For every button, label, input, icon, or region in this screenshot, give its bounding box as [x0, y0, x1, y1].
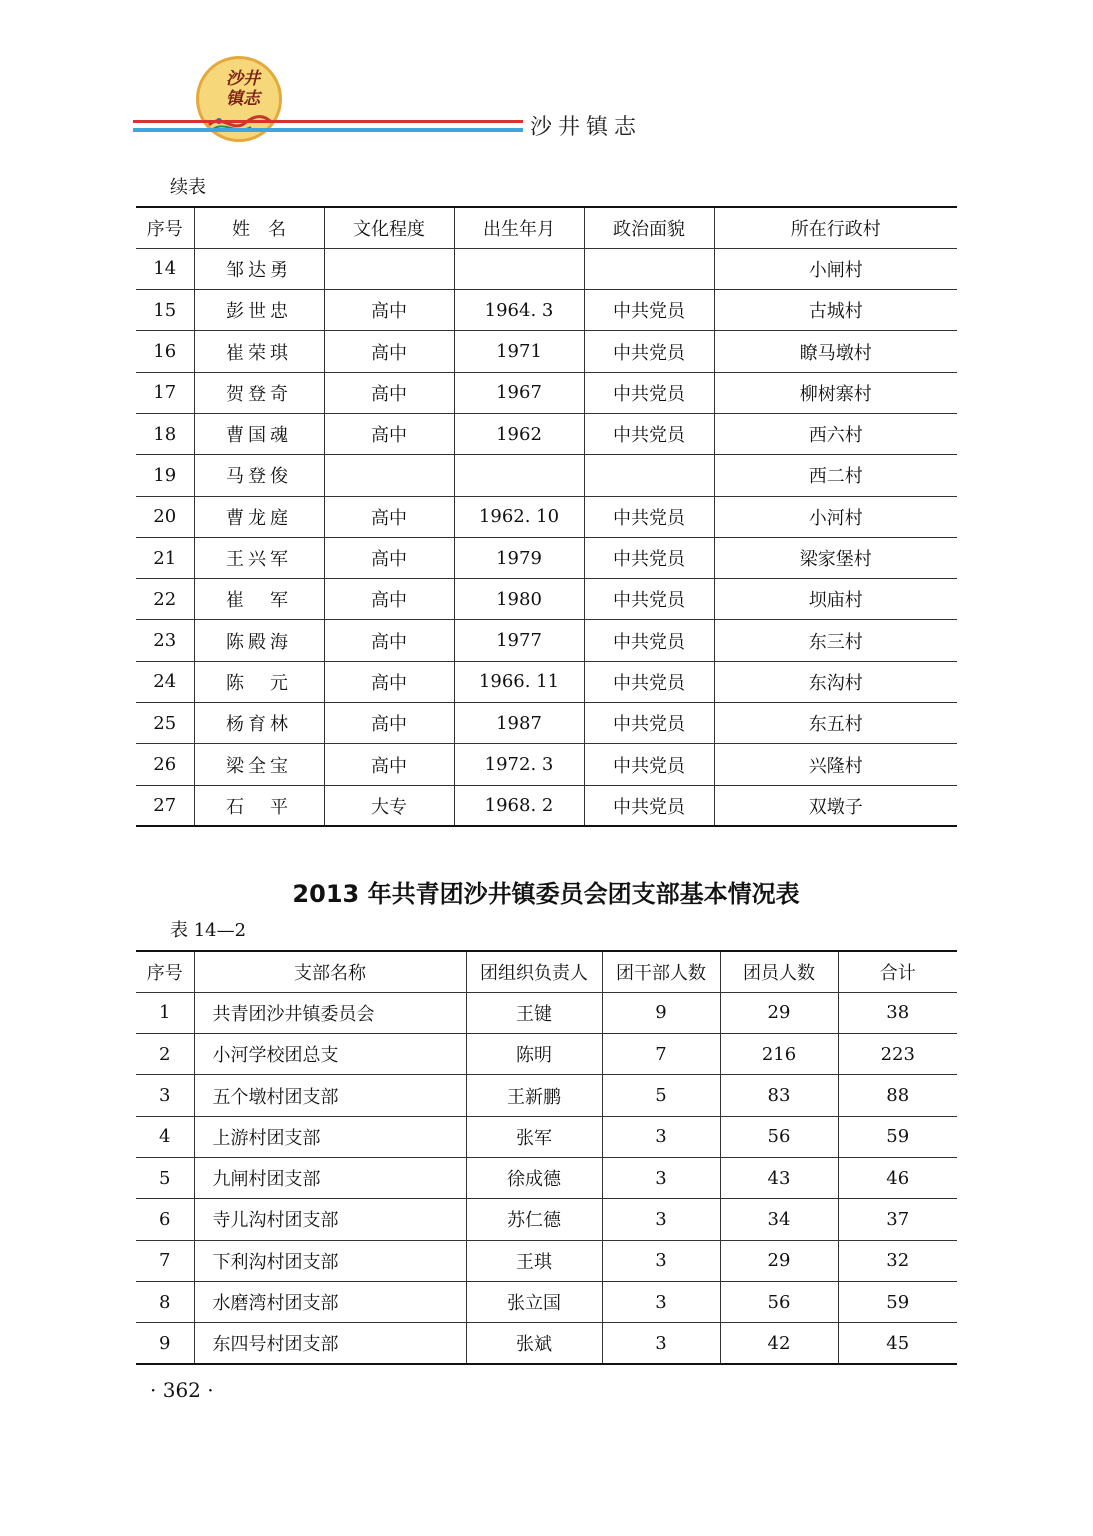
logo-text: 沙井 镇志 — [226, 69, 260, 109]
page-header — [0, 0, 1093, 150]
table-cell: 中共党员 — [584, 413, 714, 454]
members-table — [136, 206, 957, 827]
table-cell: 马登俊 — [194, 455, 324, 496]
table-cell: 18 — [136, 413, 194, 454]
table-cell: 曹龙庭 — [194, 496, 324, 537]
table-cell: 上游村团支部 — [194, 1116, 466, 1157]
table-cell: 1962 — [454, 413, 584, 454]
table-cell: 21 — [136, 537, 194, 578]
table-cell: 中共党员 — [584, 703, 714, 744]
table-cell: 梁家堡村 — [714, 537, 957, 578]
table-cell: 高中 — [324, 413, 454, 454]
table-row — [136, 579, 957, 620]
table-cell: 高中 — [324, 537, 454, 578]
branches-table-body — [136, 992, 957, 1364]
table-cell: 1979 — [454, 537, 584, 578]
table-cell: 223 — [838, 1034, 957, 1075]
table-cell: 1964. 3 — [454, 290, 584, 331]
table-cell: 1 — [136, 992, 194, 1033]
table-cell: 3 — [602, 1281, 720, 1322]
table-cell: 张军 — [466, 1116, 602, 1157]
members-table-body — [136, 248, 957, 826]
table-row — [136, 248, 957, 289]
col-header: 所在行政村 — [714, 207, 957, 248]
table-cell: 高中 — [324, 661, 454, 702]
table-cell: 王琪 — [466, 1240, 602, 1281]
table-cell: 张立国 — [466, 1281, 602, 1322]
table-cell: 1987 — [454, 703, 584, 744]
col-header: 政治面貌 — [584, 207, 714, 248]
table-cell: 大专 — [324, 785, 454, 826]
table-cell: 3 — [602, 1240, 720, 1281]
table-cell: 56 — [720, 1281, 838, 1322]
table-cell: 32 — [838, 1240, 957, 1281]
col-header: 团干部人数 — [602, 951, 720, 992]
table-row — [136, 455, 957, 496]
table-row — [136, 537, 957, 578]
table-cell: 29 — [720, 992, 838, 1033]
table-cell: 双墩子 — [714, 785, 957, 826]
table-cell: 42 — [720, 1323, 838, 1364]
table-cell: 43 — [720, 1157, 838, 1198]
table-cell: 3 — [602, 1323, 720, 1364]
table-cell: 3 — [602, 1116, 720, 1157]
table-cell: 曹国魂 — [194, 413, 324, 454]
table-cell: 中共党员 — [584, 620, 714, 661]
table-cell: 高中 — [324, 331, 454, 372]
table-cell: 陈 元 — [194, 661, 324, 702]
table-cell: 西六村 — [714, 413, 957, 454]
table-cell: 兴隆村 — [714, 744, 957, 785]
table-cell: 崔 军 — [194, 579, 324, 620]
table-row — [136, 331, 957, 372]
table-cell: 5 — [602, 1075, 720, 1116]
table-cell: 张斌 — [466, 1323, 602, 1364]
table-cell: 高中 — [324, 372, 454, 413]
table-cell: 高中 — [324, 579, 454, 620]
table-cell: 中共党员 — [584, 661, 714, 702]
table-cell: 王新鹏 — [466, 1075, 602, 1116]
table-cell: 高中 — [324, 290, 454, 331]
col-header: 团组织负责人 — [466, 951, 602, 992]
table-cell: 38 — [838, 992, 957, 1033]
table-cell: 高中 — [324, 620, 454, 661]
table-cell: 中共党员 — [584, 496, 714, 537]
col-header: 文化程度 — [324, 207, 454, 248]
table-cell: 高中 — [324, 703, 454, 744]
table-cell: 26 — [136, 744, 194, 785]
table-cell: 石 平 — [194, 785, 324, 826]
table-cell: 7 — [136, 1240, 194, 1281]
table-cell: 西二村 — [714, 455, 957, 496]
table-cell: 34 — [720, 1199, 838, 1240]
col-header: 序号 — [136, 951, 194, 992]
table-cell: 37 — [838, 1199, 957, 1240]
col-header: 支部名称 — [194, 951, 466, 992]
table-row — [136, 372, 957, 413]
table-cell: 王键 — [466, 992, 602, 1033]
book-title: 沙井镇志 — [530, 115, 643, 140]
table-cell: 坝庙村 — [714, 579, 957, 620]
table-cell — [324, 455, 454, 496]
table-cell: 瞭马墩村 — [714, 331, 957, 372]
table-cell: 29 — [720, 1240, 838, 1281]
table-cell: 216 — [720, 1034, 838, 1075]
table-cell: 东沟村 — [714, 661, 957, 702]
table-cell: 17 — [136, 372, 194, 413]
table-cell: 1971 — [454, 331, 584, 372]
table-cell: 水磨湾村团支部 — [194, 1281, 466, 1322]
table-row — [136, 785, 957, 826]
table-cell: 共青团沙井镇委员会 — [194, 992, 466, 1033]
page-number: · 362 · — [150, 1378, 214, 1402]
table-header-row — [136, 951, 957, 992]
table-cell: 23 — [136, 620, 194, 661]
table-cell: 高中 — [324, 744, 454, 785]
table-cell: 24 — [136, 661, 194, 702]
table-cell: 东五村 — [714, 703, 957, 744]
table-cell: 寺儿沟村团支部 — [194, 1199, 466, 1240]
table-row — [136, 413, 957, 454]
table-cell: 56 — [720, 1116, 838, 1157]
table-cell: 柳树寨村 — [714, 372, 957, 413]
table-cell: 1962. 10 — [454, 496, 584, 537]
table-cell: 中共党员 — [584, 372, 714, 413]
table-cell: 1980 — [454, 579, 584, 620]
table-cell: 中共党员 — [584, 579, 714, 620]
table-cell — [324, 248, 454, 289]
table-cell: 陈殿海 — [194, 620, 324, 661]
table-cell: 22 — [136, 579, 194, 620]
table-cell — [454, 248, 584, 289]
section-title: 2013 年共青团沙井镇委员会团支部基本情况表 — [292, 880, 800, 908]
table-cell: 59 — [838, 1281, 957, 1322]
table-cell: 梁全宝 — [194, 744, 324, 785]
table-cell: 25 — [136, 703, 194, 744]
table-row — [136, 1034, 957, 1075]
table-cell: 2 — [136, 1034, 194, 1075]
table-cell: 5 — [136, 1157, 194, 1198]
table-cell: 20 — [136, 496, 194, 537]
table-row — [136, 1199, 957, 1240]
table-cell: 1966. 11 — [454, 661, 584, 702]
table-cell: 1972. 3 — [454, 744, 584, 785]
header-rule-red — [133, 120, 523, 123]
table-cell: 1968. 2 — [454, 785, 584, 826]
table-cell: 1977 — [454, 620, 584, 661]
table-cell: 15 — [136, 290, 194, 331]
table-cell: 高中 — [324, 496, 454, 537]
table-cell: 九闸村团支部 — [194, 1157, 466, 1198]
table-cell — [584, 248, 714, 289]
table-cell: 83 — [720, 1075, 838, 1116]
table-row — [136, 1281, 957, 1322]
table-cell: 3 — [602, 1157, 720, 1198]
table-row — [136, 661, 957, 702]
table-cell: 邹达勇 — [194, 248, 324, 289]
table-cell: 小河学校团总支 — [194, 1034, 466, 1075]
table-cell: 中共党员 — [584, 331, 714, 372]
branches-table — [136, 950, 957, 1365]
table-cell: 小河村 — [714, 496, 957, 537]
table-cell: 贺登奇 — [194, 372, 324, 413]
table-cell: 9 — [136, 1323, 194, 1364]
table-cell: 19 — [136, 455, 194, 496]
table-cell: 王兴军 — [194, 537, 324, 578]
table-row — [136, 744, 957, 785]
table-cell: 杨育林 — [194, 703, 324, 744]
col-header: 出生年月 — [454, 207, 584, 248]
table-cell: 3 — [602, 1199, 720, 1240]
table-cell: 8 — [136, 1281, 194, 1322]
col-header: 序号 — [136, 207, 194, 248]
table-cell: 东四号村团支部 — [194, 1323, 466, 1364]
table-cell: 下利沟村团支部 — [194, 1240, 466, 1281]
table-row — [136, 1116, 957, 1157]
table-cell: 1967 — [454, 372, 584, 413]
table-cell: 9 — [602, 992, 720, 1033]
table-cell: 6 — [136, 1199, 194, 1240]
table-cell: 4 — [136, 1116, 194, 1157]
table-cell: 东三村 — [714, 620, 957, 661]
table-row — [136, 620, 957, 661]
col-header: 姓 名 — [194, 207, 324, 248]
col-header: 团员人数 — [720, 951, 838, 992]
table-cell: 徐成德 — [466, 1157, 602, 1198]
table-cell: 59 — [838, 1116, 957, 1157]
table-row — [136, 496, 957, 537]
table-row — [136, 1157, 957, 1198]
table-cell: 46 — [838, 1157, 957, 1198]
table-cell: 中共党员 — [584, 785, 714, 826]
table-row — [136, 290, 957, 331]
table1-caption: 续表 — [170, 177, 206, 198]
table-cell: 崔荣琪 — [194, 331, 324, 372]
table-cell: 陈明 — [466, 1034, 602, 1075]
table-cell — [584, 455, 714, 496]
table-cell: 14 — [136, 248, 194, 289]
table-cell: 16 — [136, 331, 194, 372]
table2-caption: 表 14—2 — [170, 920, 247, 941]
table-cell: 45 — [838, 1323, 957, 1364]
table-cell: 中共党员 — [584, 744, 714, 785]
table-row — [136, 1240, 957, 1281]
table-row — [136, 703, 957, 744]
table-cell: 五个墩村团支部 — [194, 1075, 466, 1116]
table-cell — [454, 455, 584, 496]
table-cell: 3 — [136, 1075, 194, 1116]
table-cell: 中共党员 — [584, 290, 714, 331]
col-header: 合计 — [838, 951, 957, 992]
table-cell: 古城村 — [714, 290, 957, 331]
header-rule-blue — [133, 128, 523, 132]
table-cell: 88 — [838, 1075, 957, 1116]
table-cell: 小闸村 — [714, 248, 957, 289]
table-cell: 彭世忠 — [194, 290, 324, 331]
table-row — [136, 1075, 957, 1116]
table-row — [136, 992, 957, 1033]
table-header-row — [136, 207, 957, 248]
table-row — [136, 1323, 957, 1364]
table-cell: 中共党员 — [584, 537, 714, 578]
table-cell: 27 — [136, 785, 194, 826]
table-cell: 7 — [602, 1034, 720, 1075]
table-cell: 苏仁德 — [466, 1199, 602, 1240]
